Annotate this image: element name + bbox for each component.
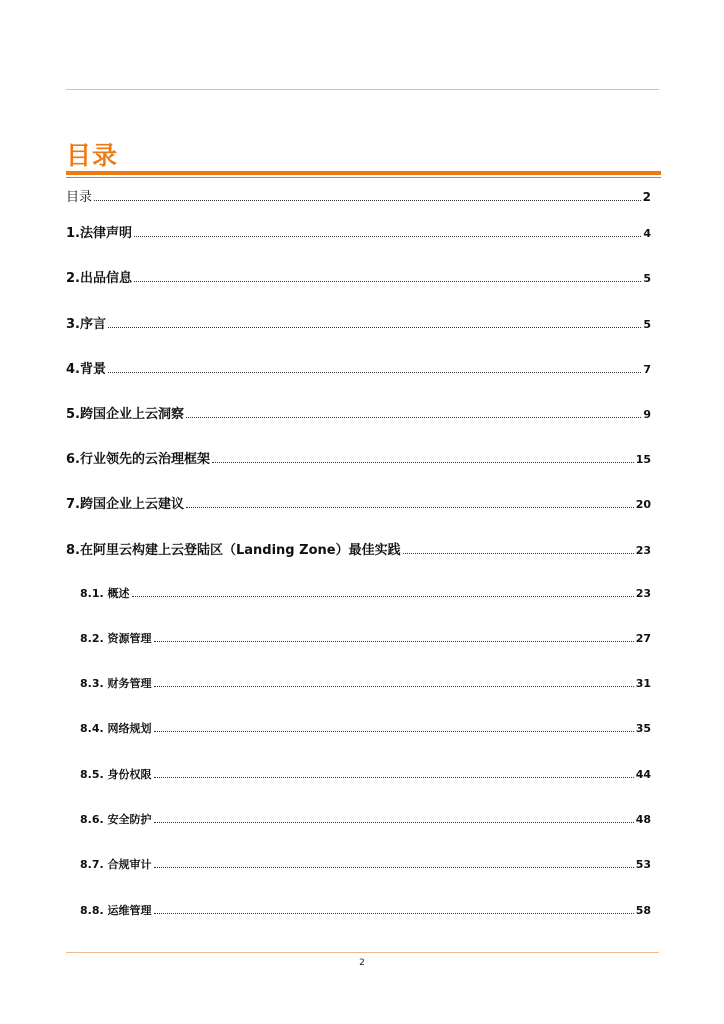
- title-underline-thin: [66, 177, 661, 178]
- page-number: 2: [359, 958, 365, 968]
- toc-entry-compliance[interactable]: [80, 856, 651, 872]
- toc-entry-page: 23: [635, 544, 651, 557]
- toc-entry-page: 7: [643, 363, 651, 376]
- toc-entry-label: 8.6. 安全防护: [80, 813, 152, 826]
- toc-leader-dots: [134, 235, 641, 237]
- toc-entry-security[interactable]: [80, 811, 651, 827]
- toc-entry-label: 8.在阿里云构建上云登陆区（Landing Zone）最佳实践: [66, 543, 401, 558]
- toc-leader-dots: [154, 640, 634, 642]
- toc-entry-label: 8.2. 资源管理: [80, 632, 152, 645]
- toc-entry-background[interactable]: [66, 358, 651, 377]
- toc-entry-label: 8.8. 运维管理: [80, 904, 152, 917]
- toc-entry-credits[interactable]: [66, 267, 651, 286]
- toc-leader-dots: [108, 326, 641, 328]
- toc-entry-label: 8.3. 财务管理: [80, 677, 152, 690]
- toc-entry-label: 目录: [66, 190, 93, 205]
- toc-entry-label: 4.背景: [66, 362, 106, 377]
- header-rule: [66, 89, 659, 90]
- toc-leader-dots: [403, 552, 634, 554]
- toc-entry-page: 23: [635, 587, 651, 600]
- toc-entry-label: 8.5. 身份权限: [80, 768, 152, 781]
- toc-entry-landing-zone[interactable]: [66, 539, 651, 558]
- toc-leader-dots: [132, 595, 634, 597]
- toc-entry-page: 31: [635, 677, 651, 690]
- toc-leader-dots: [186, 506, 634, 508]
- toc-entry-label: 8.4. 网络规划: [80, 722, 152, 735]
- toc-title: 目录: [66, 141, 119, 170]
- toc-entry-page: 2: [642, 190, 651, 204]
- toc-entry-recommendations[interactable]: [66, 493, 651, 512]
- toc-entry-page: 9: [643, 408, 651, 421]
- toc-entry-page: 44: [635, 768, 651, 781]
- toc-leader-dots: [154, 912, 634, 914]
- toc-entry-contents[interactable]: [66, 186, 651, 205]
- toc-leader-dots: [154, 821, 634, 823]
- toc-entry-page: 4: [643, 227, 651, 240]
- toc-entry-network[interactable]: [80, 720, 651, 736]
- toc-entry-label: 3.序言: [66, 317, 106, 332]
- toc-entry-page: 35: [635, 722, 651, 735]
- toc-leader-dots: [108, 371, 641, 373]
- toc-entry-page: 20: [635, 498, 651, 511]
- toc-entry-operations[interactable]: [80, 902, 651, 918]
- toc-leader-dots: [154, 685, 634, 687]
- toc-entry-finance-mgmt[interactable]: [80, 675, 651, 691]
- toc-entry-page: 58: [635, 904, 651, 917]
- toc-entry-label: 8.7. 合规审计: [80, 858, 152, 871]
- toc-entry-label: 7.跨国企业上云建议: [66, 497, 184, 512]
- toc-leader-dots: [186, 416, 641, 418]
- toc-entry-overview[interactable]: [80, 585, 651, 601]
- toc-entry-label: 2.出品信息: [66, 271, 132, 286]
- toc-entry-identity[interactable]: [80, 766, 651, 782]
- toc-entry-label: 5.跨国企业上云洞察: [66, 407, 184, 422]
- toc-entry-page: 27: [635, 632, 651, 645]
- toc-leader-dots: [134, 280, 641, 282]
- toc-entry-resource-mgmt[interactable]: [80, 630, 651, 646]
- toc-leader-dots: [154, 866, 634, 868]
- toc-entry-page: 5: [643, 318, 651, 331]
- toc-entry-insights[interactable]: [66, 403, 651, 422]
- toc-leader-dots: [94, 199, 641, 201]
- toc-entry-page: 15: [635, 453, 651, 466]
- toc-entry-label: 8.1. 概述: [80, 587, 130, 600]
- toc-entry-governance[interactable]: [66, 448, 651, 467]
- toc-leader-dots: [154, 776, 634, 778]
- toc-leader-dots: [154, 730, 634, 732]
- toc-entry-page: 5: [643, 272, 651, 285]
- toc-entry-preface[interactable]: [66, 313, 651, 332]
- toc-entry-legal[interactable]: [66, 222, 651, 241]
- toc-entry-label: 1.法律声明: [66, 226, 132, 241]
- toc-leader-dots: [212, 461, 634, 463]
- toc-entry-page: 48: [635, 813, 651, 826]
- toc-entry-label: 6.行业领先的云治理框架: [66, 452, 210, 467]
- title-underline: [66, 171, 661, 175]
- footer-rule: [66, 952, 659, 953]
- toc-entry-page: 53: [635, 858, 651, 871]
